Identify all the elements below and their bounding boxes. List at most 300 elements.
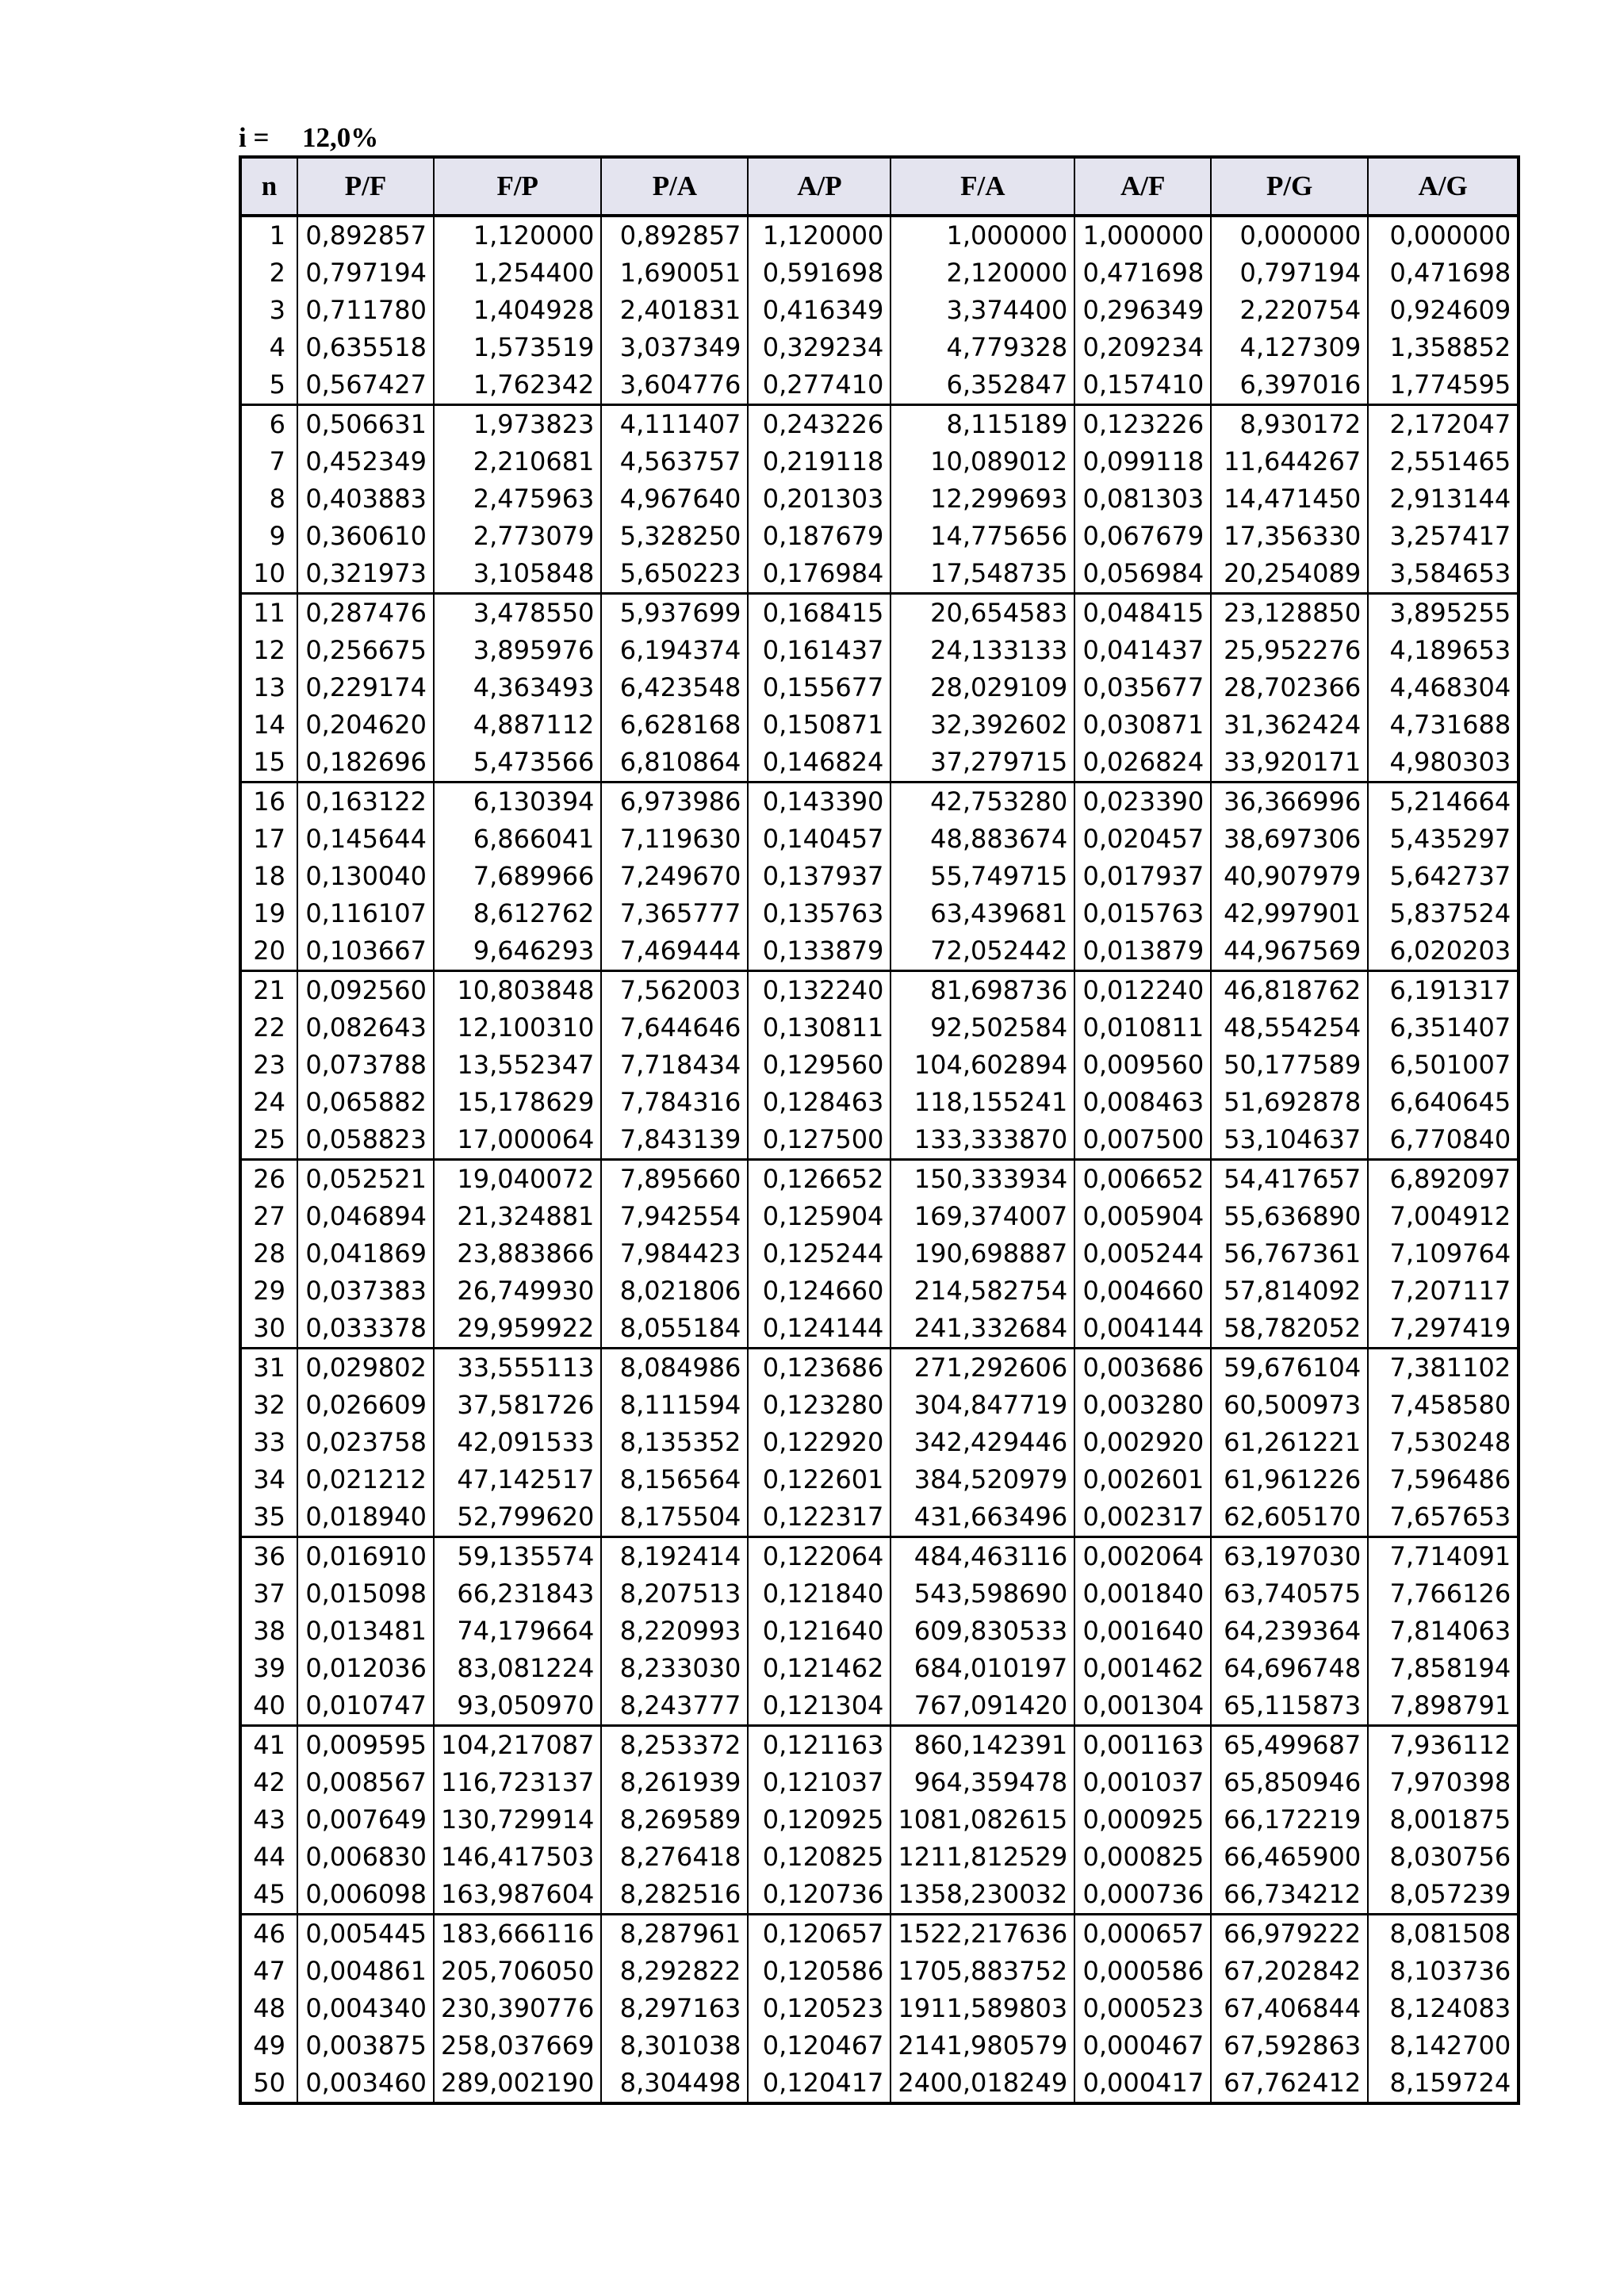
- cell-n: 35: [240, 1498, 297, 1537]
- cell-n: 37: [240, 1575, 297, 1613]
- cell-fa: 342,429446: [891, 1424, 1074, 1461]
- cell-pf: 0,506631: [297, 405, 434, 444]
- cell-pf: 0,005445: [297, 1915, 434, 1954]
- cell-ap: 0,143390: [748, 783, 891, 821]
- column-header-n: n: [240, 157, 297, 216]
- table-row: [240, 895, 1519, 932]
- cell-pf: 0,058823: [297, 1121, 434, 1160]
- cell-pf: 0,182696: [297, 744, 434, 783]
- cell-pf: 0,256675: [297, 632, 434, 669]
- cell-fp: 4,363493: [434, 669, 601, 706]
- cell-fa: 37,279715: [891, 744, 1074, 783]
- cell-ap: 0,133879: [748, 932, 891, 971]
- cell-pf: 0,006098: [297, 1876, 434, 1915]
- cell-af: 0,006652: [1074, 1160, 1211, 1199]
- cell-af: 0,002317: [1074, 1498, 1211, 1537]
- interest-factor-table: [239, 155, 1520, 2105]
- cell-af: 0,001640: [1074, 1613, 1211, 1650]
- cell-pf: 0,004340: [297, 1990, 434, 2027]
- cell-ap: 0,132240: [748, 971, 891, 1010]
- cell-pa: 7,942554: [601, 1198, 748, 1235]
- cell-pg: 56,767361: [1211, 1235, 1368, 1272]
- cell-pa: 7,784316: [601, 1084, 748, 1121]
- cell-pa: 5,937699: [601, 594, 748, 633]
- cell-ag: 8,124083: [1368, 1990, 1519, 2027]
- table-row: [240, 1084, 1519, 1121]
- table-row: [240, 1009, 1519, 1047]
- cell-n: 16: [240, 783, 297, 821]
- cell-fp: 2,475963: [434, 480, 601, 518]
- cell-ag: 3,895255: [1368, 594, 1519, 633]
- cell-ag: 7,109764: [1368, 1235, 1519, 1272]
- cell-fp: 3,895976: [434, 632, 601, 669]
- cell-pg: 36,366996: [1211, 783, 1368, 821]
- cell-ap: 0,146824: [748, 744, 891, 783]
- cell-pg: 17,356330: [1211, 518, 1368, 555]
- cell-ap: 0,135763: [748, 895, 891, 932]
- cell-pf: 0,145644: [297, 821, 434, 858]
- cell-pg: 23,128850: [1211, 594, 1368, 633]
- cell-pa: 7,469444: [601, 932, 748, 971]
- cell-fp: 10,803848: [434, 971, 601, 1010]
- cell-n: 17: [240, 821, 297, 858]
- cell-fp: 66,231843: [434, 1575, 601, 1613]
- table-row: [240, 1272, 1519, 1310]
- cell-ag: 0,471698: [1368, 254, 1519, 292]
- table-row: [240, 1650, 1519, 1687]
- cell-n: 13: [240, 669, 297, 706]
- cell-af: 0,001304: [1074, 1687, 1211, 1726]
- cell-fp: 59,135574: [434, 1537, 601, 1576]
- cell-fa: 1705,883752: [891, 1953, 1074, 1990]
- cell-n: 34: [240, 1461, 297, 1498]
- cell-ap: 0,277410: [748, 366, 891, 405]
- cell-fp: 1,120000: [434, 216, 601, 254]
- cell-ap: 0,122064: [748, 1537, 891, 1576]
- cell-ag: 7,766126: [1368, 1575, 1519, 1613]
- column-header-pg: P/G: [1211, 157, 1368, 216]
- cell-pg: 61,961226: [1211, 1461, 1368, 1498]
- cell-pg: 62,605170: [1211, 1498, 1368, 1537]
- cell-pf: 0,008567: [297, 1764, 434, 1801]
- cell-ap: 1,120000: [748, 216, 891, 254]
- cell-af: 0,009560: [1074, 1047, 1211, 1084]
- cell-fa: 2,120000: [891, 254, 1074, 292]
- cell-af: 0,000657: [1074, 1915, 1211, 1954]
- table-row: [240, 1613, 1519, 1650]
- cell-fp: 2,210681: [434, 443, 601, 480]
- table-row: [240, 1876, 1519, 1915]
- cell-ap: 0,150871: [748, 706, 891, 744]
- table-row: [240, 1801, 1519, 1839]
- cell-af: 0,002601: [1074, 1461, 1211, 1498]
- cell-pg: 60,500973: [1211, 1387, 1368, 1424]
- cell-af: 0,209234: [1074, 329, 1211, 366]
- cell-ap: 0,125904: [748, 1198, 891, 1235]
- cell-pg: 67,762412: [1211, 2064, 1368, 2103]
- cell-n: 22: [240, 1009, 297, 1047]
- cell-fa: 118,155241: [891, 1084, 1074, 1121]
- table-row: [240, 1349, 1519, 1387]
- cell-fp: 13,552347: [434, 1047, 601, 1084]
- cell-pa: 8,175504: [601, 1498, 748, 1537]
- cell-ag: 7,970398: [1368, 1764, 1519, 1801]
- cell-pg: 63,197030: [1211, 1537, 1368, 1576]
- cell-pa: 8,269589: [601, 1801, 748, 1839]
- cell-ap: 0,123280: [748, 1387, 891, 1424]
- cell-pf: 0,892857: [297, 216, 434, 254]
- cell-fa: 384,520979: [891, 1461, 1074, 1498]
- table-row: [240, 1990, 1519, 2027]
- table-row: [240, 821, 1519, 858]
- cell-fp: 1,404928: [434, 292, 601, 329]
- cell-pa: 7,718434: [601, 1047, 748, 1084]
- cell-pa: 8,156564: [601, 1461, 748, 1498]
- cell-pa: 8,253372: [601, 1726, 748, 1765]
- cell-af: 0,000417: [1074, 2064, 1211, 2103]
- cell-ag: 2,551465: [1368, 443, 1519, 480]
- cell-ag: 7,596486: [1368, 1461, 1519, 1498]
- cell-pg: 28,702366: [1211, 669, 1368, 706]
- cell-pa: 6,194374: [601, 632, 748, 669]
- cell-af: 0,012240: [1074, 971, 1211, 1010]
- cell-ag: 7,004912: [1368, 1198, 1519, 1235]
- cell-fp: 12,100310: [434, 1009, 601, 1047]
- cell-pg: 67,406844: [1211, 1990, 1368, 2027]
- cell-pa: 8,261939: [601, 1764, 748, 1801]
- cell-fp: 83,081224: [434, 1650, 601, 1687]
- cell-ap: 0,201303: [748, 480, 891, 518]
- table-row: [240, 366, 1519, 405]
- cell-n: 21: [240, 971, 297, 1010]
- cell-pa: 3,037349: [601, 329, 748, 366]
- cell-ag: 8,103736: [1368, 1953, 1519, 1990]
- cell-ap: 0,155677: [748, 669, 891, 706]
- cell-n: 27: [240, 1198, 297, 1235]
- cell-fa: 543,598690: [891, 1575, 1074, 1613]
- cell-pg: 66,734212: [1211, 1876, 1368, 1915]
- cell-ap: 0,130811: [748, 1009, 891, 1047]
- cell-pf: 0,026609: [297, 1387, 434, 1424]
- cell-n: 6: [240, 405, 297, 444]
- cell-fa: 14,775656: [891, 518, 1074, 555]
- table-row: [240, 1498, 1519, 1537]
- cell-fa: 72,052442: [891, 932, 1074, 971]
- cell-pa: 7,895660: [601, 1160, 748, 1199]
- cell-af: 0,000523: [1074, 1990, 1211, 2027]
- column-header-af: A/F: [1074, 157, 1211, 216]
- cell-n: 28: [240, 1235, 297, 1272]
- cell-fp: 26,749930: [434, 1272, 601, 1310]
- cell-pf: 0,229174: [297, 669, 434, 706]
- rate-label: i =: [239, 122, 270, 153]
- cell-pf: 0,010747: [297, 1687, 434, 1726]
- cell-pf: 0,163122: [297, 783, 434, 821]
- cell-pa: 6,423548: [601, 669, 748, 706]
- cell-pg: 46,818762: [1211, 971, 1368, 1010]
- cell-pg: 58,782052: [1211, 1310, 1368, 1349]
- cell-pa: 6,973986: [601, 783, 748, 821]
- cell-ag: 7,207117: [1368, 1272, 1519, 1310]
- rate-value: 12,0%: [302, 122, 379, 153]
- cell-n: 49: [240, 2027, 297, 2064]
- cell-pg: 42,997901: [1211, 895, 1368, 932]
- cell-pf: 0,029802: [297, 1349, 434, 1387]
- cell-ag: 6,501007: [1368, 1047, 1519, 1084]
- cell-fa: 81,698736: [891, 971, 1074, 1010]
- cell-fp: 1,973823: [434, 405, 601, 444]
- cell-af: 0,015763: [1074, 895, 1211, 932]
- cell-ag: 7,858194: [1368, 1650, 1519, 1687]
- cell-ap: 0,219118: [748, 443, 891, 480]
- cell-pa: 8,220993: [601, 1613, 748, 1650]
- cell-ag: 4,731688: [1368, 706, 1519, 744]
- cell-pa: 8,292822: [601, 1953, 748, 1990]
- cell-pf: 0,116107: [297, 895, 434, 932]
- cell-fa: 24,133133: [891, 632, 1074, 669]
- cell-pa: 7,249670: [601, 858, 748, 895]
- cell-ap: 0,124660: [748, 1272, 891, 1310]
- cell-pg: 44,967569: [1211, 932, 1368, 971]
- cell-ag: 6,892097: [1368, 1160, 1519, 1199]
- cell-fa: 2400,018249: [891, 2064, 1074, 2103]
- cell-af: 0,002920: [1074, 1424, 1211, 1461]
- cell-pf: 0,287476: [297, 594, 434, 633]
- cell-ag: 3,257417: [1368, 518, 1519, 555]
- cell-ap: 0,121462: [748, 1650, 891, 1687]
- cell-ag: 8,001875: [1368, 1801, 1519, 1839]
- cell-ag: 7,657653: [1368, 1498, 1519, 1537]
- cell-fp: 230,390776: [434, 1990, 601, 2027]
- cell-ap: 0,120825: [748, 1839, 891, 1876]
- cell-fp: 1,254400: [434, 254, 601, 292]
- cell-pf: 0,006830: [297, 1839, 434, 1876]
- cell-pa: 8,021806: [601, 1272, 748, 1310]
- cell-pa: 8,135352: [601, 1424, 748, 1461]
- column-header-ap: A/P: [748, 157, 891, 216]
- cell-pf: 0,073788: [297, 1047, 434, 1084]
- cell-pf: 0,015098: [297, 1575, 434, 1613]
- cell-pa: 6,810864: [601, 744, 748, 783]
- cell-ap: 0,125244: [748, 1235, 891, 1272]
- cell-pf: 0,082643: [297, 1009, 434, 1047]
- cell-pa: 6,628168: [601, 706, 748, 744]
- cell-fp: 7,689966: [434, 858, 601, 895]
- cell-pg: 65,850946: [1211, 1764, 1368, 1801]
- cell-n: 19: [240, 895, 297, 932]
- cell-ag: 7,936112: [1368, 1726, 1519, 1765]
- cell-pf: 0,012036: [297, 1650, 434, 1687]
- cell-pg: 65,499687: [1211, 1726, 1368, 1765]
- cell-pg: 14,471450: [1211, 480, 1368, 518]
- cell-af: 0,001462: [1074, 1650, 1211, 1687]
- cell-fa: 214,582754: [891, 1272, 1074, 1310]
- cell-ap: 0,176984: [748, 555, 891, 594]
- cell-ag: 5,435297: [1368, 821, 1519, 858]
- cell-pf: 0,037383: [297, 1272, 434, 1310]
- cell-ag: 7,458580: [1368, 1387, 1519, 1424]
- cell-af: 0,007500: [1074, 1121, 1211, 1160]
- cell-n: 46: [240, 1915, 297, 1954]
- cell-fa: 12,299693: [891, 480, 1074, 518]
- cell-ap: 0,124144: [748, 1310, 891, 1349]
- cell-fa: 190,698887: [891, 1235, 1074, 1272]
- cell-pg: 59,676104: [1211, 1349, 1368, 1387]
- table-row: [240, 443, 1519, 480]
- cell-ap: 0,329234: [748, 329, 891, 366]
- cell-ag: 4,468304: [1368, 669, 1519, 706]
- cell-pa: 8,111594: [601, 1387, 748, 1424]
- cell-fp: 205,706050: [434, 1953, 601, 1990]
- cell-fa: 92,502584: [891, 1009, 1074, 1047]
- cell-pa: 8,287961: [601, 1915, 748, 1954]
- factor-table-container: [239, 155, 1520, 2105]
- cell-ap: 0,121840: [748, 1575, 891, 1613]
- cell-af: 0,005904: [1074, 1198, 1211, 1235]
- cell-pa: 3,604776: [601, 366, 748, 405]
- cell-ap: 0,243226: [748, 405, 891, 444]
- cell-pa: 7,644646: [601, 1009, 748, 1047]
- cell-pa: 8,276418: [601, 1839, 748, 1876]
- cell-fp: 37,581726: [434, 1387, 601, 1424]
- cell-n: 39: [240, 1650, 297, 1687]
- cell-af: 0,056984: [1074, 555, 1211, 594]
- cell-af: 0,000825: [1074, 1839, 1211, 1876]
- cell-pf: 0,013481: [297, 1613, 434, 1650]
- cell-fa: 10,089012: [891, 443, 1074, 480]
- cell-af: 0,002064: [1074, 1537, 1211, 1576]
- cell-af: 0,157410: [1074, 366, 1211, 405]
- cell-fa: 20,654583: [891, 594, 1074, 633]
- table-row: [240, 1310, 1519, 1349]
- cell-ag: 5,214664: [1368, 783, 1519, 821]
- cell-pg: 51,692878: [1211, 1084, 1368, 1121]
- cell-fa: 4,779328: [891, 329, 1074, 366]
- table-row: [240, 632, 1519, 669]
- cell-fp: 21,324881: [434, 1198, 601, 1235]
- cell-pa: 7,365777: [601, 895, 748, 932]
- cell-fa: 3,374400: [891, 292, 1074, 329]
- cell-ap: 0,121037: [748, 1764, 891, 1801]
- cell-pa: 7,843139: [601, 1121, 748, 1160]
- cell-pf: 0,004861: [297, 1953, 434, 1990]
- cell-fp: 163,987604: [434, 1876, 601, 1915]
- cell-ap: 0,121304: [748, 1687, 891, 1726]
- table-row: [240, 1160, 1519, 1199]
- table-row: [240, 1537, 1519, 1576]
- cell-pa: 8,192414: [601, 1537, 748, 1576]
- cell-ap: 0,416349: [748, 292, 891, 329]
- cell-af: 0,000736: [1074, 1876, 1211, 1915]
- table-row: [240, 216, 1519, 254]
- cell-pf: 0,403883: [297, 480, 434, 518]
- table-row: [240, 706, 1519, 744]
- cell-af: 1,000000: [1074, 216, 1211, 254]
- cell-pg: 64,239364: [1211, 1613, 1368, 1650]
- table-row: [240, 1726, 1519, 1765]
- cell-ap: 0,187679: [748, 518, 891, 555]
- table-header-row: [240, 157, 1519, 216]
- cell-fa: 6,352847: [891, 366, 1074, 405]
- cell-fa: 964,359478: [891, 1764, 1074, 1801]
- cell-ap: 0,121640: [748, 1613, 891, 1650]
- cell-fa: 55,749715: [891, 858, 1074, 895]
- cell-ap: 0,140457: [748, 821, 891, 858]
- table-row: [240, 932, 1519, 971]
- cell-pg: 6,397016: [1211, 366, 1368, 405]
- cell-n: 47: [240, 1953, 297, 1990]
- cell-ag: 5,642737: [1368, 858, 1519, 895]
- cell-pg: 31,362424: [1211, 706, 1368, 744]
- cell-pf: 0,711780: [297, 292, 434, 329]
- cell-pf: 0,452349: [297, 443, 434, 480]
- cell-pf: 0,016910: [297, 1537, 434, 1576]
- cell-af: 0,004144: [1074, 1310, 1211, 1349]
- cell-af: 0,471698: [1074, 254, 1211, 292]
- cell-pf: 0,009595: [297, 1726, 434, 1765]
- cell-pg: 0,797194: [1211, 254, 1368, 292]
- table-row: [240, 292, 1519, 329]
- table-row: [240, 555, 1519, 594]
- cell-ag: 7,714091: [1368, 1537, 1519, 1576]
- cell-fp: 33,555113: [434, 1349, 601, 1387]
- table-row: [240, 1575, 1519, 1613]
- cell-fa: 860,142391: [891, 1726, 1074, 1765]
- cell-fa: 32,392602: [891, 706, 1074, 744]
- cell-pf: 0,321973: [297, 555, 434, 594]
- cell-pg: 20,254089: [1211, 555, 1368, 594]
- cell-n: 38: [240, 1613, 297, 1650]
- cell-n: 8: [240, 480, 297, 518]
- cell-n: 29: [240, 1272, 297, 1310]
- cell-af: 0,123226: [1074, 405, 1211, 444]
- cell-ag: 8,057239: [1368, 1876, 1519, 1915]
- cell-pa: 8,304498: [601, 2064, 748, 2103]
- cell-pa: 7,562003: [601, 971, 748, 1010]
- cell-pg: 50,177589: [1211, 1047, 1368, 1084]
- cell-ap: 0,122317: [748, 1498, 891, 1537]
- table-row: [240, 1387, 1519, 1424]
- cell-n: 10: [240, 555, 297, 594]
- cell-pf: 0,033378: [297, 1310, 434, 1349]
- cell-pg: 25,952276: [1211, 632, 1368, 669]
- cell-n: 24: [240, 1084, 297, 1121]
- cell-n: 30: [240, 1310, 297, 1349]
- cell-n: 44: [240, 1839, 297, 1876]
- cell-ag: 3,584653: [1368, 555, 1519, 594]
- cell-n: 40: [240, 1687, 297, 1726]
- cell-pg: 2,220754: [1211, 292, 1368, 329]
- cell-fp: 17,000064: [434, 1121, 601, 1160]
- cell-fa: 1522,217636: [891, 1915, 1074, 1954]
- table-row: [240, 1764, 1519, 1801]
- cell-pa: 7,119630: [601, 821, 748, 858]
- cell-pg: 66,465900: [1211, 1839, 1368, 1876]
- cell-pf: 0,023758: [297, 1424, 434, 1461]
- cell-fp: 104,217087: [434, 1726, 601, 1765]
- cell-pa: 0,892857: [601, 216, 748, 254]
- table-row: [240, 518, 1519, 555]
- cell-af: 0,026824: [1074, 744, 1211, 783]
- table-row: [240, 669, 1519, 706]
- cell-ap: 0,127500: [748, 1121, 891, 1160]
- table-row: [240, 858, 1519, 895]
- cell-pg: 55,636890: [1211, 1198, 1368, 1235]
- cell-af: 0,000925: [1074, 1801, 1211, 1839]
- cell-fp: 289,002190: [434, 2064, 601, 2103]
- cell-pf: 0,041869: [297, 1235, 434, 1272]
- cell-fa: 241,332684: [891, 1310, 1074, 1349]
